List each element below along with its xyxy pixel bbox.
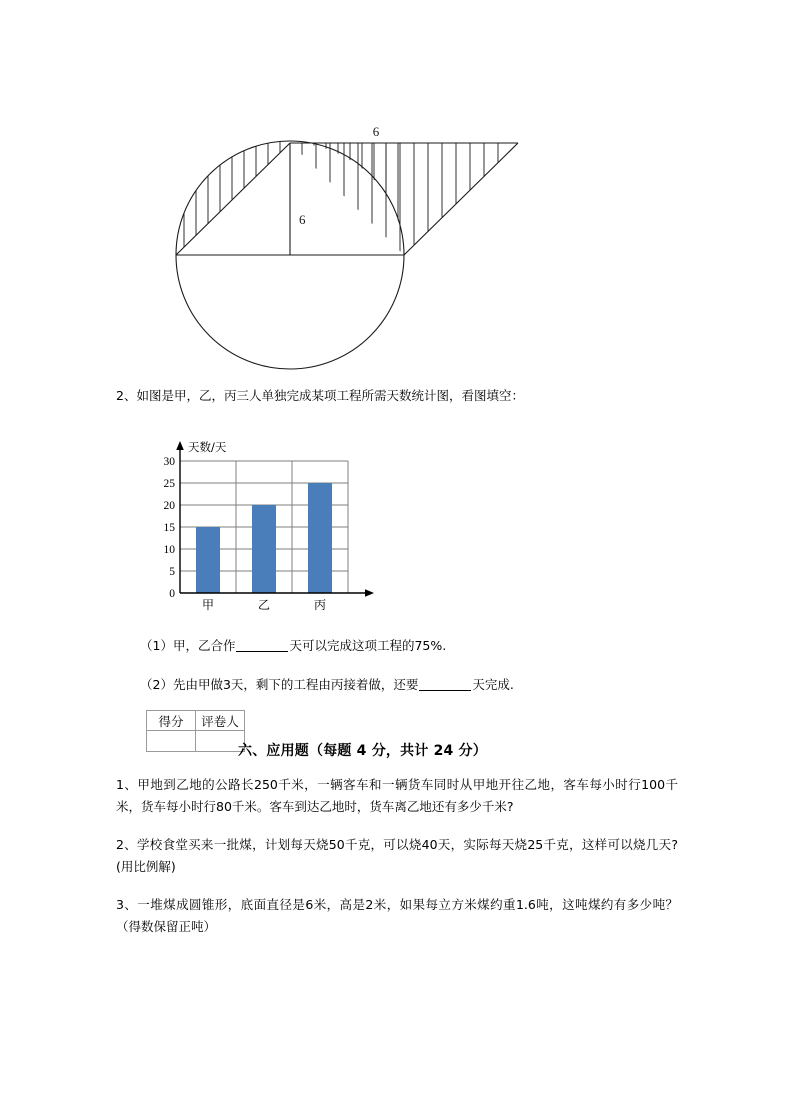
chart-bars [196, 483, 332, 593]
svg-text:15: 15 [163, 522, 175, 534]
chart-x-tick-labels [202, 598, 326, 612]
sub-question-2-before: （2）先由甲做3天，剩下的工程由丙接着做，还要 [140, 677, 419, 692]
sub-question-1-before: （1）甲，乙合作 [140, 638, 236, 653]
bar-yi [252, 505, 276, 593]
sub-question-1-after: 天可以完成这项工程的75%. [289, 638, 447, 653]
score-box [146, 710, 245, 752]
section-heading: 六、应用题（每题 4 分，共计 24 分） [238, 743, 487, 759]
application-problem-2: 2、学校食堂买来一批煤，计划每天烧50千克，可以烧40天，实际每天烧25千克，这样可以烧几天?(用比例解) [116, 837, 678, 874]
score-value-cell[interactable] [147, 731, 196, 752]
svg-text:甲: 甲 [201, 598, 215, 612]
sub-question-1 [140, 636, 446, 656]
chart-y-tick-labels [164, 456, 176, 600]
svg-text:10: 10 [163, 544, 175, 556]
bar-bing [308, 483, 332, 593]
score-box-value-row [147, 731, 245, 752]
svg-text:丙: 丙 [313, 598, 327, 612]
sub-question-2 [140, 675, 514, 695]
answer-blank-2[interactable] [419, 677, 471, 691]
diagonal-line-right [404, 143, 518, 255]
diagonal-line [176, 143, 290, 255]
grader-header-cell: 评卷人 [196, 711, 245, 731]
svg-text:0: 0 [169, 588, 175, 600]
application-problem-3: 3、一堆煤成圆锥形，底面直径是6米，高是2米，如果每立方米煤约重1.6吨，这吨煤约有多少吨？（得数保留正吨） [116, 897, 678, 934]
label-top-length: 6 [372, 124, 380, 139]
answer-blank-1[interactable] [236, 638, 288, 652]
svg-text:25: 25 [163, 478, 175, 490]
svg-text:30: 30 [163, 456, 175, 468]
question-2-prompt: 2、如图是甲，乙，丙三人单独完成某项工程所需天数统计图，看图填空： [116, 388, 524, 403]
svg-text:20: 20 [163, 500, 175, 512]
svg-text:5: 5 [169, 566, 175, 578]
score-box-header-row [147, 711, 245, 731]
geometry-figure [150, 100, 550, 390]
svg-text:乙: 乙 [257, 598, 271, 612]
application-problem-1: 1、甲地到乙地的公路长250千米，一辆客车和一辆货车同时从甲地开往乙地，客车每小时行100千米，货车每小时行80千米。客车到达乙地时，货车离乙地还有多少千米? [116, 777, 678, 814]
label-radius-length: 6 [299, 212, 306, 227]
chart-axis-label: 天数/天 [188, 440, 227, 454]
sub-question-2-after: 天完成. [472, 677, 514, 692]
bar-jia [196, 527, 220, 593]
score-header-cell: 得分 [147, 711, 196, 731]
bar-chart-figure [152, 432, 402, 620]
